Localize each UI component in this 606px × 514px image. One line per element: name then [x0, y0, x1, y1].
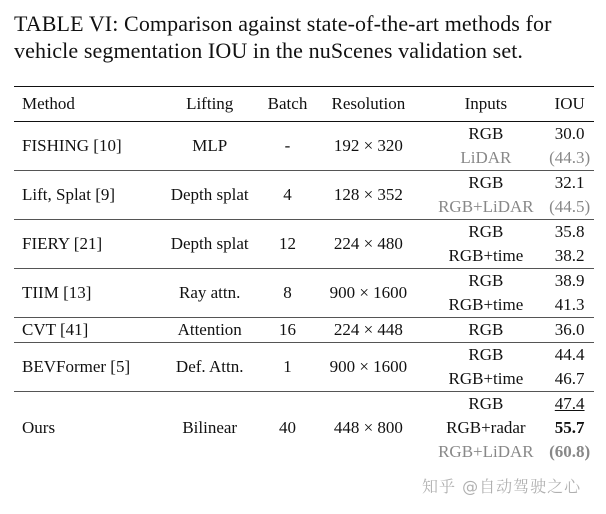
inputs-cell: RGB — [468, 173, 504, 192]
batch-cell: 16 — [279, 320, 296, 339]
table-row-group — [14, 269, 594, 318]
table-header-row — [14, 87, 594, 122]
inputs-cell: RGB — [468, 320, 504, 339]
resolution-cell: 448 × 800 — [333, 418, 403, 437]
iou-cell: 47.4 — [554, 394, 585, 413]
batch-cell: 1 — [283, 357, 292, 376]
watermark: 知乎 @自动驾驶之心 — [422, 477, 582, 496]
method-cell: BEVFormer [5] — [22, 357, 131, 376]
inputs-cell: LiDAR — [460, 148, 512, 167]
inputs-cell: RGB+LiDAR — [438, 442, 534, 461]
iou-cell: (60.8) — [549, 442, 591, 461]
iou-cell: 35.8 — [554, 222, 585, 241]
iou-cell: 38.2 — [554, 246, 585, 265]
table-row-group — [14, 220, 594, 269]
table-row — [14, 392, 594, 417]
method-cell: TIIM [13] — [22, 283, 92, 302]
batch-cell: 12 — [279, 234, 296, 253]
table-row — [14, 122, 594, 147]
table-row — [14, 220, 594, 245]
iou-cell: 30.0 — [554, 124, 585, 143]
inputs-cell: RGB+time — [448, 295, 524, 314]
method-cell: Ours — [22, 418, 56, 437]
lifting-cell: Attention — [177, 320, 242, 339]
resolution-cell: 900 × 1600 — [329, 283, 408, 302]
resolution-cell: 192 × 320 — [333, 136, 403, 155]
batch-cell: 4 — [283, 185, 292, 204]
method-cell: FISHING [10] — [22, 136, 122, 155]
iou-cell: (44.5) — [549, 197, 591, 216]
method-cell: FIERY [21] — [22, 234, 103, 253]
inputs-cell: RGB — [468, 394, 504, 413]
lifting-cell: Ray attn. — [179, 283, 241, 302]
table-row — [14, 269, 594, 294]
lifting-cell: Def. Attn. — [175, 357, 244, 376]
batch-cell: - — [284, 136, 291, 155]
iou-cell: 32.1 — [554, 173, 585, 192]
table-row-group — [14, 392, 594, 465]
iou-cell: (44.3) — [549, 148, 591, 167]
table-row-group — [14, 171, 594, 220]
iou-cell: 55.7 — [554, 418, 585, 437]
resolution-cell: 128 × 352 — [333, 185, 403, 204]
inputs-cell: RGB+LiDAR — [438, 197, 534, 216]
table-row-group — [14, 318, 594, 343]
inputs-cell: RGB — [468, 345, 504, 364]
iou-cell: 46.7 — [554, 369, 585, 388]
inputs-cell: RGB — [468, 222, 504, 241]
table-caption: TABLE VI: Comparison against state-of-the-art methods for vehicle segmentation IOU in the nuScenes validation set. — [14, 11, 552, 63]
iou-cell: 36.0 — [554, 320, 585, 339]
iou-cell: 38.9 — [554, 271, 585, 290]
table-row-group — [14, 122, 594, 171]
comparison-table — [14, 86, 594, 464]
inputs-cell: RGB — [468, 271, 504, 290]
iou-cell: 41.3 — [554, 295, 585, 314]
header-inputs: Inputs — [464, 94, 508, 113]
batch-cell: 40 — [279, 418, 296, 437]
lifting-cell: MLP — [192, 136, 228, 155]
inputs-cell: RGB+time — [448, 369, 524, 388]
table-row — [14, 318, 594, 343]
inputs-cell: RGB — [468, 124, 504, 143]
resolution-cell: 900 × 1600 — [329, 357, 408, 376]
header-lifting: Lifting — [186, 94, 234, 113]
lifting-cell: Depth splat — [170, 185, 249, 204]
header-batch: Batch — [267, 94, 308, 113]
table-row-group — [14, 343, 594, 392]
inputs-cell: RGB+radar — [446, 418, 526, 437]
table-row — [14, 343, 594, 368]
resolution-cell: 224 × 448 — [333, 320, 403, 339]
table-row — [14, 171, 594, 196]
header-method: Method — [22, 94, 75, 113]
lifting-cell: Bilinear — [182, 418, 238, 437]
iou-cell: 44.4 — [554, 345, 585, 364]
resolution-cell: 224 × 480 — [333, 234, 403, 253]
header-resolution: Resolution — [331, 94, 406, 113]
lifting-cell: Depth splat — [170, 234, 249, 253]
method-cell: Lift, Splat [9] — [22, 185, 116, 204]
batch-cell: 8 — [283, 283, 292, 302]
method-cell: CVT [41] — [22, 320, 89, 339]
header-iou: IOU — [554, 94, 585, 113]
inputs-cell: RGB+time — [448, 246, 524, 265]
